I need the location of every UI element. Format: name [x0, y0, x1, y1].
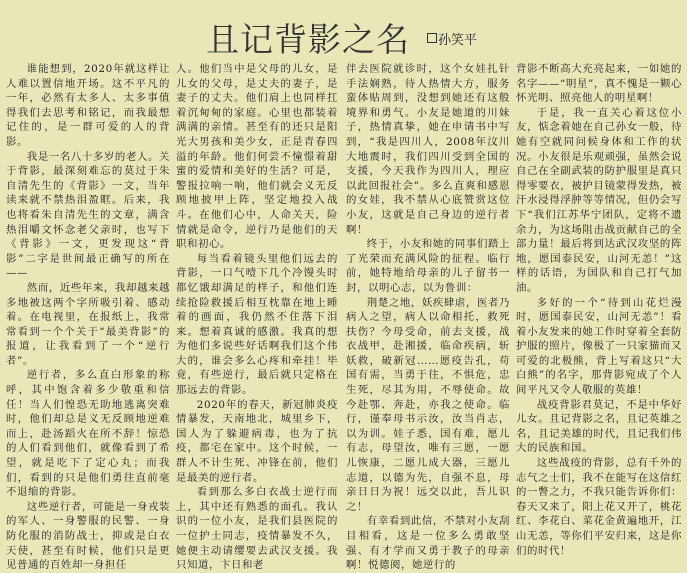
paragraph: 多好的一个“待到山花烂漫时，愿国泰民安，山河无恙”！看着小友发来的她工作时穿着全套防护服的照片，像极了一只家猫而又可爱的北极熊，背上写着这只“大白熊”的名字，那背影宛成了个人间平凡又令人敬服的英雄！	[516, 296, 682, 397]
article-author: 孙笑平	[438, 33, 478, 48]
paragraph: 这些战疫的背影，总有千外的志气之士们，我不在能写在这信红的一瞥之力，不我只能告诉你们：春天又来了，阳上花又开了，桃花红、李花白、菜花金黄遍地开，江山无恙，等你们平安归来，这是你们的时代！	[516, 457, 682, 557]
text-column-2	[176, 62, 338, 572]
paragraph: 2020年的春天，新冠肺炎疫情暴发，天南地北，城里乡下，国人为了躲避病毒，也为了抗疫，都宅在家中。这个时候，一群人不计生死、冲锋在前，他们是最美的逆行者。	[176, 398, 338, 484]
paragraph: 于是，我一直关心着这位小友，惦念着她在自己孙女一般，待她有空就同问候身体和工作的状况。小友很是乐观顽强，虽然会说自己在全副武装的防护服里是真只得零要衣，被护目镜蒙得发热，被汗水浸得浮肿等等情况，但仍会写下“我们江苏华宁团队，定将不遗余力，为这场阻击战贡献自己的全部力量！最后将到达武汉攻坚的阵地，愿国泰民安，山河无恙！”这样的话语，为国队和自己打气加油。	[516, 106, 682, 294]
paragraph: 看到那么多白衣战士逆行而上，其中还有熟悉的面孔。我认识的一位小友，是我们县医院的一位护士同志，疫情暴发不久，她便主动请缨要去武汉支援。我只知道，卞日和老	[176, 486, 338, 572]
paragraph: 荆楚之地，妖疾肆虐，医者乃病人之望，病人以命相托，救死扶伤？今母受命，前去支援，战衣战甲，赴湘援，临命疾病，斩妖救，破新冠……愿疫告孔，苟国有需，当勇于往，不惧危，忠生死，尽其为用，不辱使命。故今赴鄂、奔赴，亦我之使命。临行，谨奉母书示汝，汝当肖志，以为训。娃子悉，国有难，愿儿有志，母望汝，唯有三愿，一愿儿恢康，二愿儿成大器，三愿儿志道，以德为先，自强不息，母亲日日为祝！远交以此，吾儿识之！	[346, 296, 510, 513]
paragraph: 人。他们当中是父母的儿女，是儿女的父母，是丈夫的妻子，是妻子的丈夫。他们肩上也同样扛着沉甸甸的家庭。心里也都装着满满的亲情。甚至有的还只是阳光大男孩和美少女，正是青春四溢的年龄。他们何尝不憧憬着甜蜜的爱情和美好的生活？可是，警报拉响一响，他们就会义无反顾地披甲上阵，坚定地投入战斗。在他们心中，人命关天，险情就是命令，逆行乃是他们的天职和初心。	[176, 63, 338, 251]
paragraph: 伴去医院就诊时，这个女娃扎针手法娴熟，待人热情大方，服务蛮体贴周到，没想到她还有这般境界和勇气。小友是她道的川妹子，热情真挚，她在申请书中写到，“我是四川人，2008年汶川大地震时，我们四川受到全国的支援，今天我作为四川人，理应以此回报社会”。多么直爽和感恩的女娃，我不禁从心底赞赏这位小友，这就是自己身边的逆行者啊！	[346, 63, 510, 236]
paragraph: 背影不断高大充亮起来，一如她的名字——“明星”，真不愧是一颗心怀光明、照亮他人的明星啊！	[516, 63, 682, 105]
text-column-1	[6, 62, 170, 572]
paragraph: 每当看着镜头里他们远去的背影，一口气噎下几个冷馒头时都忆饿却满足的样子，和他们连续抢险救援后相互枕靠在地上睡着的画面，我仍然不住落下泪来。想着真诚的感激。我真的想为他们多说些好话啊我们这个伟大的，谁会多么心疼和牵挂！毕竟，有些逆行，最后就只定格在那远去的背影。	[176, 252, 338, 397]
paragraph: 这些逆行者，可能是一身戎装的军人、一身警服的民警、一身防化服的消防战士，抑或是白衣天使，甚至有时候，他们只是更见普通的百姓却一身担任	[6, 500, 170, 572]
paragraph: 战疫背影君莫记，不是中华好儿女。且记背影之名，且记英雄之名，且记美雄的时代，且记我们伟大的民族和国。	[516, 398, 682, 455]
paragraph: 谁能想到，2020年就这样让人难以置信地开场。这不平凡的一年，必然有太多人、太多事值得我们去思考和铭记，而我最想记住的，是一群可爱的人的背影。	[6, 63, 170, 148]
paragraph: 逆行者，多么直白形象的称呼，其中饱含着多少敬重和信任！当人们惶恐无助地逃离突难时，他们却总是义无反顾地逆难而上，赴汤蹈火在所不辞！惊恐的人们看到他们，就像看到了希望，就是吃下了定心丸；而我们，看到的只是他们勇往直前毫不退缩的背影。	[6, 369, 170, 499]
article-header	[0, 0, 687, 60]
paragraph: 终于，小友和她的同事们踏上了光荣而充满风险的征程。临行前，她特地给母亲的儿子留书一封，以明心志，以为鲁训：	[346, 238, 510, 294]
text-column-3	[346, 62, 510, 572]
paragraph: 我是一名八十多岁的老人。关于背影，最深刻难忘的莫过于朱自清先生的《背影》一文，当年读来就不禁热泪盈眶。后来，我也将看朱自清先生的文章，满含热泪嚼文怀念老父亲时，也写下《背影》一文，更发现这“背影”二字是世间最正确写的所在——	[6, 150, 170, 280]
paragraph: 然而，近些年来，我却越来越多地被这两个字所吸引着、感动着。在电视里，在报纸上，我常常看到一个个关于“最美背影”的报道，让我看到了一个“逆行者”。	[6, 281, 170, 367]
author-marker-icon	[427, 33, 437, 43]
text-column-4	[516, 62, 682, 557]
paragraph: 有幸看到此信，不禁对小友刮目相看，这是一位多么勇敢坚强、有才学而又勇于教子的母亲啊！悦德阅，她逆行的	[346, 515, 510, 572]
article-title: 且记背影之名	[206, 20, 410, 59]
